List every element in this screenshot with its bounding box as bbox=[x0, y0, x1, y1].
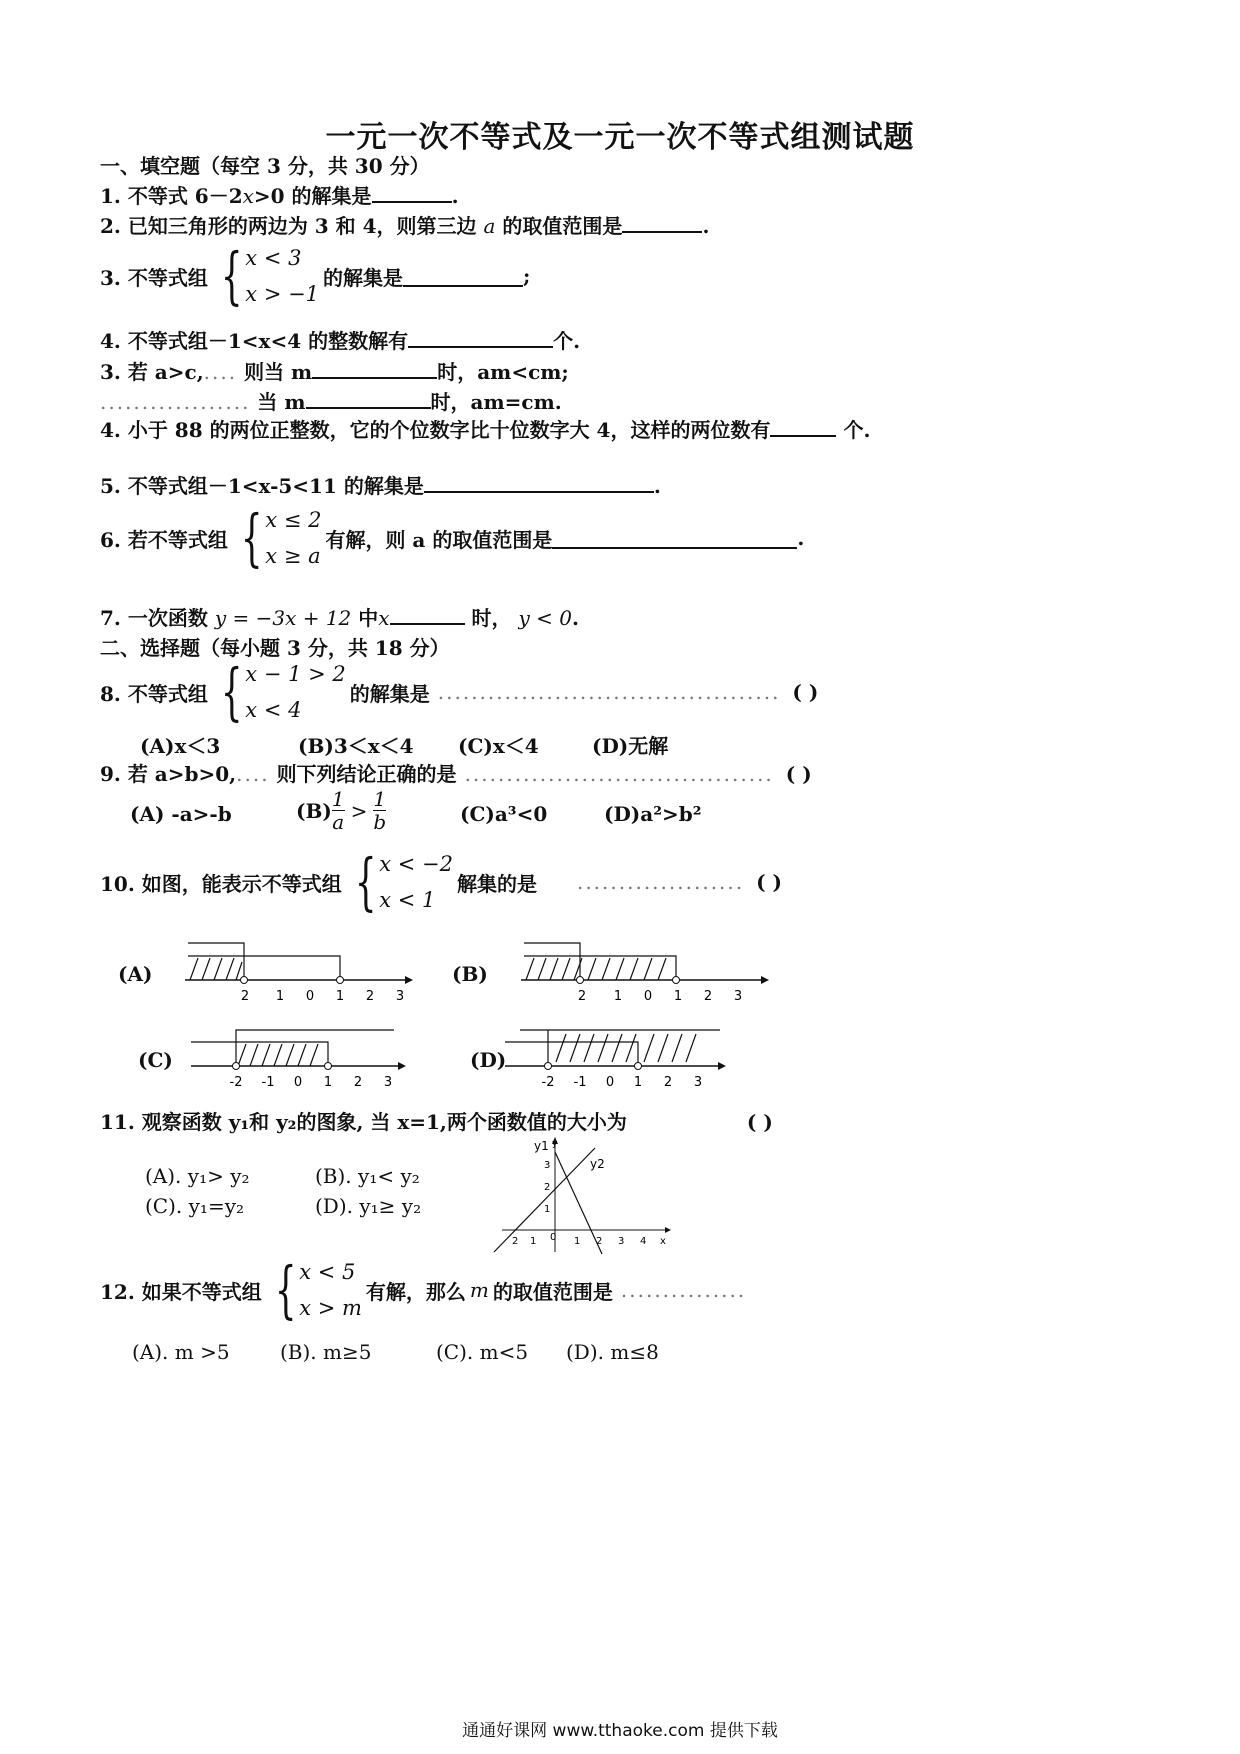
q9-frac1-den: a bbox=[332, 810, 345, 834]
q5-answer-blank[interactable] bbox=[424, 471, 654, 493]
q10-text: 10. 如图，能表示不等式组 bbox=[100, 871, 342, 896]
q6-inequality-system: { x ≤ 2 x ≥ a bbox=[240, 501, 322, 574]
y-tick: 2 bbox=[544, 1182, 551, 1193]
q9-option-b-label: (B) bbox=[296, 798, 332, 823]
q12-inequality-system: { x < 5 x > m bbox=[274, 1253, 362, 1326]
label-y2: y2 bbox=[590, 1157, 605, 1171]
q5-text: 5. 不等式组－1<x-5<11 的解集是 bbox=[100, 474, 424, 498]
q3-answer-blank[interactable] bbox=[403, 265, 523, 287]
q4a-answer-blank[interactable] bbox=[408, 326, 553, 348]
tick-label: 0 bbox=[643, 989, 653, 1004]
q1-var: x bbox=[242, 184, 254, 208]
tick-label: 2 bbox=[577, 989, 587, 1004]
tick-label: -2 bbox=[229, 1075, 243, 1090]
tick-label: -1 bbox=[573, 1075, 587, 1090]
q9-gt: > bbox=[350, 798, 368, 823]
q6-line2: x ≥ a bbox=[265, 544, 321, 568]
tick-label: 2 bbox=[703, 989, 713, 1004]
tick-label: 2 bbox=[353, 1075, 363, 1090]
x-tick: 1 bbox=[574, 1236, 581, 1247]
q10-line1: x < −2 bbox=[379, 852, 453, 876]
q3b-text: 3. 若 a>c, bbox=[100, 360, 204, 384]
tick-label: 1 bbox=[335, 989, 345, 1004]
q3-line2: x > −1 bbox=[245, 282, 320, 306]
q1-end: . bbox=[451, 184, 459, 208]
y-tick: 3 bbox=[544, 1160, 551, 1171]
q10-numberline-c bbox=[186, 1024, 416, 1094]
q12-line2: x > m bbox=[299, 1296, 362, 1320]
x-tick: 2 bbox=[596, 1236, 603, 1247]
q9-option-d[interactable]: (D)a²>b² bbox=[604, 802, 702, 826]
q2-text: 2. 已知三角形的两边为 3 和 4，则第三边 bbox=[100, 214, 484, 238]
q1-text: 1. 不等式 6－2 bbox=[100, 184, 243, 208]
q3b-mid: 则当 m bbox=[244, 360, 313, 384]
x-axis-arrow bbox=[665, 1227, 671, 1233]
q10-option-c-label[interactable]: (C) bbox=[138, 1048, 173, 1072]
q10-numberline-d bbox=[500, 1024, 740, 1094]
question-3 bbox=[100, 240, 530, 312]
q12-text: 12. 如果不等式组 bbox=[100, 1279, 262, 1304]
q6-end: . bbox=[797, 526, 805, 550]
ray-x-gt-neg2 bbox=[236, 1030, 394, 1066]
q2-answer-blank[interactable] bbox=[622, 211, 702, 233]
axis-arrow bbox=[761, 976, 769, 984]
q3b-text-post: 时，am<cm; bbox=[437, 360, 569, 384]
q9-text: 9. 若 a>b>0, bbox=[100, 762, 237, 786]
tick-label: 1 bbox=[275, 989, 285, 1004]
question-9: 9. 若 a>b>0,.... 则下列结论正确的是 ..................................... ( ) bbox=[100, 762, 812, 786]
open-circle bbox=[635, 1063, 642, 1070]
q11-function-graph bbox=[490, 1134, 680, 1256]
tick-label: 3 bbox=[733, 989, 743, 1004]
q6-line1: x ≤ 2 bbox=[265, 508, 322, 532]
hatch bbox=[238, 1044, 318, 1066]
section-choice-heading: 二、选择题（每小题 3 分，共 18 分） bbox=[100, 636, 450, 660]
q4b-answer-blank[interactable] bbox=[770, 415, 836, 437]
q11-answer-paren[interactable]: ( ) bbox=[746, 1110, 773, 1134]
q11-option-a[interactable]: (A). y₁> y₂ bbox=[145, 1164, 250, 1188]
question-8: 8. 不等式组 { x − 1 > 2 x < 4 的解集是 ......................................... ( ) bbox=[100, 655, 819, 728]
tick-label: 1 bbox=[323, 1075, 333, 1090]
tick-label: 3 bbox=[395, 989, 405, 1004]
q3b-answer-blank-2[interactable] bbox=[306, 387, 431, 409]
q8-answer-paren[interactable]: ( ) bbox=[792, 680, 819, 704]
q8-option-c[interactable]: (C)x＜4 bbox=[458, 734, 539, 758]
axis-arrow bbox=[718, 1062, 726, 1070]
q7-text: 7. 一次函数 bbox=[100, 606, 208, 630]
q2-var: a bbox=[483, 214, 496, 238]
q10-line2: x < 1 bbox=[379, 888, 436, 912]
open-circle bbox=[325, 1063, 332, 1070]
question-11 bbox=[100, 1106, 773, 1135]
question-6 bbox=[100, 502, 804, 574]
tick-label: 3 bbox=[693, 1075, 703, 1090]
q10-text-post: 解集的是 bbox=[456, 871, 537, 896]
open-circle bbox=[577, 977, 584, 984]
q11-option-c[interactable]: (C). y₁=y₂ bbox=[145, 1194, 245, 1218]
open-circle bbox=[233, 1063, 240, 1070]
q8-line2: x < 4 bbox=[245, 698, 302, 722]
q8-option-a[interactable]: (A)x＜3 bbox=[140, 734, 221, 758]
footer-watermark: 通通好课网 www.tthaoke.com 提供下载 bbox=[462, 1721, 778, 1741]
question-10: 10. 如图，能表示不等式组 { x < −2 x < 1 解集的是 .................... ( ) bbox=[100, 845, 783, 918]
q12-option-b[interactable]: (B). m≥5 bbox=[280, 1340, 372, 1364]
q3b-mid2: 当 m bbox=[257, 390, 306, 414]
q12-option-a[interactable]: (A). m >5 bbox=[132, 1340, 230, 1364]
question-7 bbox=[100, 602, 579, 631]
q10-option-b-label[interactable]: (B) bbox=[452, 962, 488, 986]
q10-option-d-label[interactable]: (D) bbox=[470, 1048, 507, 1072]
question-3b-line1: 3. 若 a>c,.... 则当 m 时，am<cm; bbox=[100, 356, 569, 385]
q3-line1: x < 3 bbox=[245, 246, 302, 270]
x-tick: 2 bbox=[512, 1236, 519, 1247]
hatch bbox=[556, 1034, 696, 1062]
open-circle bbox=[337, 977, 344, 984]
q9-frac2-num: 1 bbox=[373, 787, 387, 811]
ray-x-lt-1 bbox=[188, 956, 340, 980]
open-circle bbox=[673, 977, 680, 984]
open-circle bbox=[545, 1063, 552, 1070]
ray-x-lt-1 bbox=[191, 1042, 328, 1066]
q12-line1: x < 5 bbox=[299, 1260, 356, 1284]
q10-numberline-a bbox=[180, 938, 420, 1008]
q3b-text-post2: 时，am=cm. bbox=[430, 390, 562, 414]
q7-answer-blank[interactable] bbox=[390, 603, 465, 625]
x-tick: 4 bbox=[640, 1236, 647, 1247]
section-fill-in-heading: 一、填空题（每空 3 分，共 30 分） bbox=[100, 154, 430, 178]
tick-label: 0 bbox=[605, 1075, 615, 1090]
tick-label: 2 bbox=[240, 989, 250, 1004]
q4b-text: 4. 小于 88 的两位正整数，它的个位数字比十位数字大 4，这样的两位数有 bbox=[100, 418, 771, 442]
q12-text-post: 有解，那么 bbox=[365, 1279, 466, 1304]
question-1 bbox=[100, 180, 459, 209]
q4b-text-post: 个. bbox=[843, 418, 871, 442]
q8-option-b[interactable]: (B)3＜x＜4 bbox=[298, 734, 414, 758]
q3b-answer-blank-1[interactable] bbox=[312, 357, 437, 379]
y-tick: 1 bbox=[544, 1204, 551, 1215]
x-tick: 1 bbox=[530, 1236, 537, 1247]
label-x-axis: x bbox=[660, 1236, 666, 1247]
q3-end: ; bbox=[523, 264, 531, 288]
q9-option-a[interactable]: (A) -a>-b bbox=[130, 802, 232, 826]
question-2 bbox=[100, 210, 709, 239]
q2-end: . bbox=[702, 214, 710, 238]
axis-arrow bbox=[405, 976, 413, 984]
q12-option-c[interactable]: (C). m<5 bbox=[436, 1340, 529, 1364]
q7-end: . bbox=[571, 606, 579, 630]
q8-line1: x − 1 > 2 bbox=[245, 662, 346, 686]
label-y1: y1 bbox=[534, 1139, 549, 1153]
tick-label: -2 bbox=[541, 1075, 555, 1090]
q12-option-d[interactable]: (D). m≤8 bbox=[566, 1340, 659, 1364]
q8-option-d[interactable]: (D)无解 bbox=[592, 734, 669, 758]
q7-condition: y < 0 bbox=[518, 606, 572, 630]
label-y-axis: y bbox=[552, 1139, 558, 1149]
page-title: 一元一次不等式及一元一次不等式组测试题 bbox=[325, 120, 915, 155]
q11-option-b[interactable]: (B). y₁< y₂ bbox=[315, 1164, 420, 1188]
q1-text-post: >0 的解集是 bbox=[253, 184, 372, 208]
question-3b-line2: .................. 当 m 时，am=cm. bbox=[100, 386, 562, 415]
q9-option-b[interactable] bbox=[296, 788, 386, 833]
x-tick: 3 bbox=[618, 1236, 625, 1247]
question-12: 12. 如果不等式组 { x < 5 x > m 有解，那么 m 的取值范围是 ............... bbox=[100, 1253, 747, 1326]
q12-text-post2: 的取值范围是 bbox=[492, 1279, 613, 1304]
tick-label: -1 bbox=[261, 1075, 275, 1090]
q7-function: y = −3x + 12 bbox=[214, 606, 352, 630]
q5-end: . bbox=[653, 474, 661, 498]
q10-inequality-system: { x < −2 x < 1 bbox=[354, 845, 453, 918]
q3-inequality-system: { x < 3 x > −1 bbox=[220, 239, 320, 312]
q10-option-a-label[interactable]: (A) bbox=[118, 962, 153, 986]
q9-frac1-num: 1 bbox=[331, 787, 345, 811]
q7-var: x bbox=[378, 606, 390, 630]
q8-text-post: 的解集是 bbox=[349, 681, 430, 706]
q2-text-post: 的取值范围是 bbox=[495, 214, 623, 238]
question-4b bbox=[100, 414, 870, 443]
axis-arrow bbox=[398, 1062, 406, 1070]
tick-label: 1 bbox=[673, 989, 683, 1004]
q6-answer-blank[interactable] bbox=[552, 527, 797, 549]
q3-text-post: 的解集是 bbox=[323, 265, 404, 290]
q9-frac2-den: b bbox=[373, 810, 387, 834]
x-tick: 0 bbox=[550, 1232, 557, 1243]
q8-inequality-system: { x − 1 > 2 x < 4 bbox=[220, 655, 346, 728]
open-circle bbox=[241, 977, 248, 984]
q8-text: 8. 不等式组 bbox=[100, 681, 208, 706]
q12-var: m bbox=[469, 1278, 489, 1302]
q4a-text-post: 个. bbox=[553, 329, 581, 353]
question-5 bbox=[100, 470, 661, 499]
q9-option-c[interactable]: (C)a³<0 bbox=[460, 802, 548, 826]
q7-mid: 中 bbox=[358, 606, 379, 630]
q7-text-post: 时， bbox=[471, 606, 512, 630]
q1-answer-blank[interactable] bbox=[372, 181, 452, 203]
q4a-text: 4. 不等式组－1<x<4 的整数解有 bbox=[100, 329, 409, 353]
q6-text: 6. 若不等式组 bbox=[100, 527, 228, 552]
q9-answer-paren[interactable]: ( ) bbox=[785, 762, 812, 786]
hatch bbox=[526, 958, 666, 980]
q10-answer-paren[interactable]: ( ) bbox=[756, 870, 783, 894]
tick-label: 0 bbox=[305, 989, 315, 1004]
hatch bbox=[190, 958, 242, 980]
tick-label: 3 bbox=[383, 1075, 393, 1090]
q9-fraction-1-over-b bbox=[373, 788, 386, 833]
q11-text: 11. 观察函数 y₁和 y₂的图象, 当 x=1,两个函数值的大小为 bbox=[100, 1110, 627, 1134]
q10-numberline-b bbox=[516, 938, 776, 1008]
q3-text: 3. 不等式组 bbox=[100, 265, 208, 290]
question-4a bbox=[100, 325, 580, 354]
tick-label: 1 bbox=[613, 989, 623, 1004]
tick-label: 2 bbox=[663, 1075, 673, 1090]
q11-option-d[interactable]: (D). y₁≥ y₂ bbox=[315, 1194, 422, 1218]
tick-label: 2 bbox=[365, 989, 375, 1004]
q9-text-post: 则下列结论正确的是 bbox=[276, 762, 457, 786]
q9-fraction-1-over-a bbox=[332, 788, 345, 833]
tick-label: 1 bbox=[633, 1075, 643, 1090]
q6-text-post: 有解，则 a 的取值范围是 bbox=[325, 527, 553, 552]
tick-label: 0 bbox=[293, 1075, 303, 1090]
ray-x-lt-1 bbox=[524, 956, 676, 980]
